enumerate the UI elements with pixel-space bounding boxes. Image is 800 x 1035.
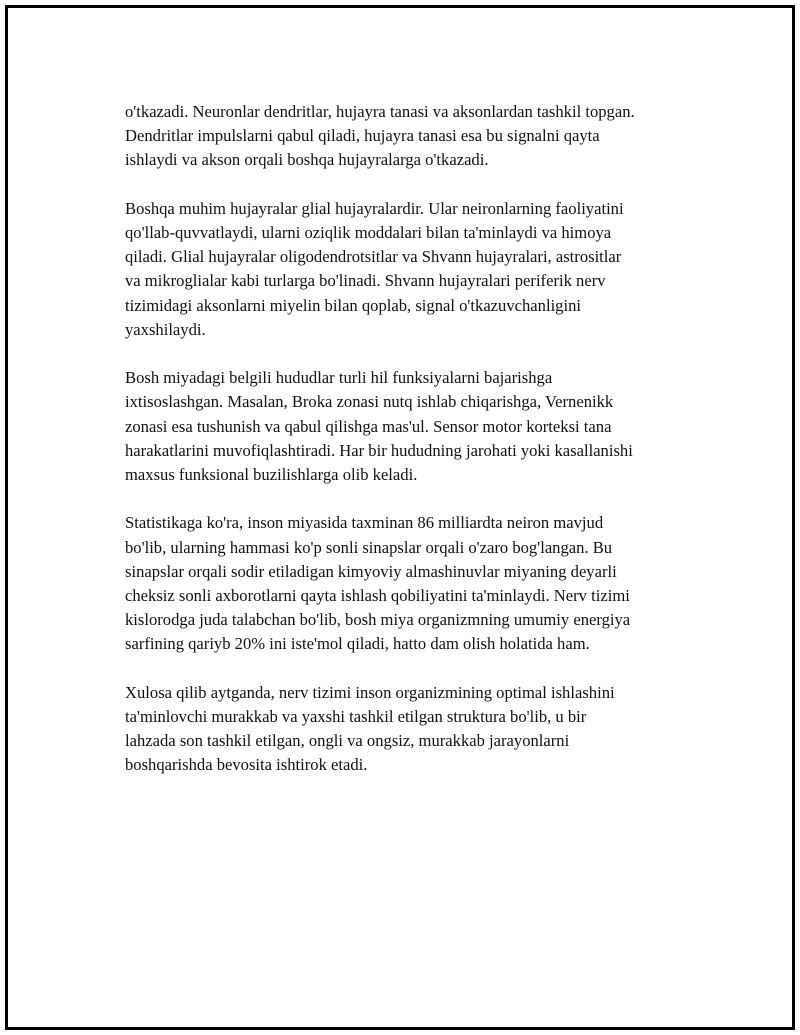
- page-border: [5, 5, 795, 1030]
- text-line: harakatlarini muvofiqlashtiradi. Har bir hududning jarohati yoki kasallanishi: [125, 440, 633, 460]
- paragraph-3: [125, 366, 725, 487]
- text-line: cheksiz sonli axborotlarni qayta ishlash qobiliyatini ta'minlaydi. Nerv tizimi: [125, 586, 630, 606]
- text-line: lahzada son tashkil etilgan, ongli va ongsiz, murakkab jarayonlarni: [125, 731, 570, 751]
- text-line: sinapslar orqali sodir etiladigan kimyoviy almashinuvlar miyaning deyarli: [125, 561, 617, 581]
- text-line: o'tkazadi. Neuronlar dendritlar, hujayra tanasi va aksonlardan tashkil topgan.: [125, 102, 635, 121]
- text-line: bo'lib, ularning hammasi ko'p sonli sinapslar orqali o'zaro bog'langan. Bu: [125, 537, 613, 557]
- text-line: qiladi. Glial hujayralar oligodendrotsitlar va Shvann hujayralari, astrositlar: [125, 247, 622, 267]
- text-line: ixtisoslashgan. Masalan, Broka zonasi nutq ishlab chiqarishga, Vernenikk: [125, 392, 614, 412]
- paragraph-2: [125, 197, 725, 342]
- text-line: ta'minlovchi murakkab va yaxshi tashkil etilgan struktura bo'lib, u bir: [125, 707, 587, 727]
- text-line: kislorodga juda talabchan bo'lib, bosh miya organizmning umumiy energiya: [125, 610, 631, 630]
- text-line: qo'llab-quvvatlaydi, ularni oziqlik moddalari bilan ta'minlaydi va himoya: [125, 223, 612, 242]
- paragraph-5: [125, 681, 725, 778]
- text-line: yaxshilaydi.: [125, 319, 206, 339]
- paragraph-1: [125, 100, 725, 173]
- text-line: Statistikaga ko'ra, inson miyasida taxminan 86 milliardta neiron mavjud: [125, 513, 604, 533]
- text-line: tizimidagi aksonlarni miyelin bilan qoplab, signal o'tkazuvchanligini: [125, 295, 581, 315]
- text-line: Bosh miyadagi belgili hududlar turli hil funksiyalarni bajarishga: [125, 368, 553, 388]
- text-line: maxsus funksional buzilishlarga olib keladi.: [125, 465, 418, 485]
- text-line: Dendritlar impulslarni qabul qiladi, hujayra tanasi esa bu signalni qayta: [125, 126, 600, 146]
- text-line: boshqarishda bevosita ishtirok etadi.: [125, 755, 368, 775]
- text-line: ishlaydi va akson orqali boshqa hujayralarga o'tkazadi.: [125, 150, 489, 170]
- document-body: [125, 100, 725, 802]
- text-line: va mikroglialar kabi turlarga bo'linadi. Shvann hujayralari periferik nerv: [125, 271, 606, 291]
- text-line: Boshqa muhim hujayralar glial hujayralardir. Ular neironlarning faoliyatini: [125, 198, 624, 218]
- text-line: sarfining qariyb 20% ini iste'mol qiladi, hatto dam olish holatida ham.: [125, 634, 590, 654]
- paragraph-4: [125, 511, 725, 656]
- text-line: zonasi esa tushunish va qabul qilishga mas'ul. Sensor motor korteksi tana: [125, 416, 612, 436]
- text-line: Xulosa qilib aytganda, nerv tizimi inson organizmining optimal ishlashini: [125, 682, 615, 702]
